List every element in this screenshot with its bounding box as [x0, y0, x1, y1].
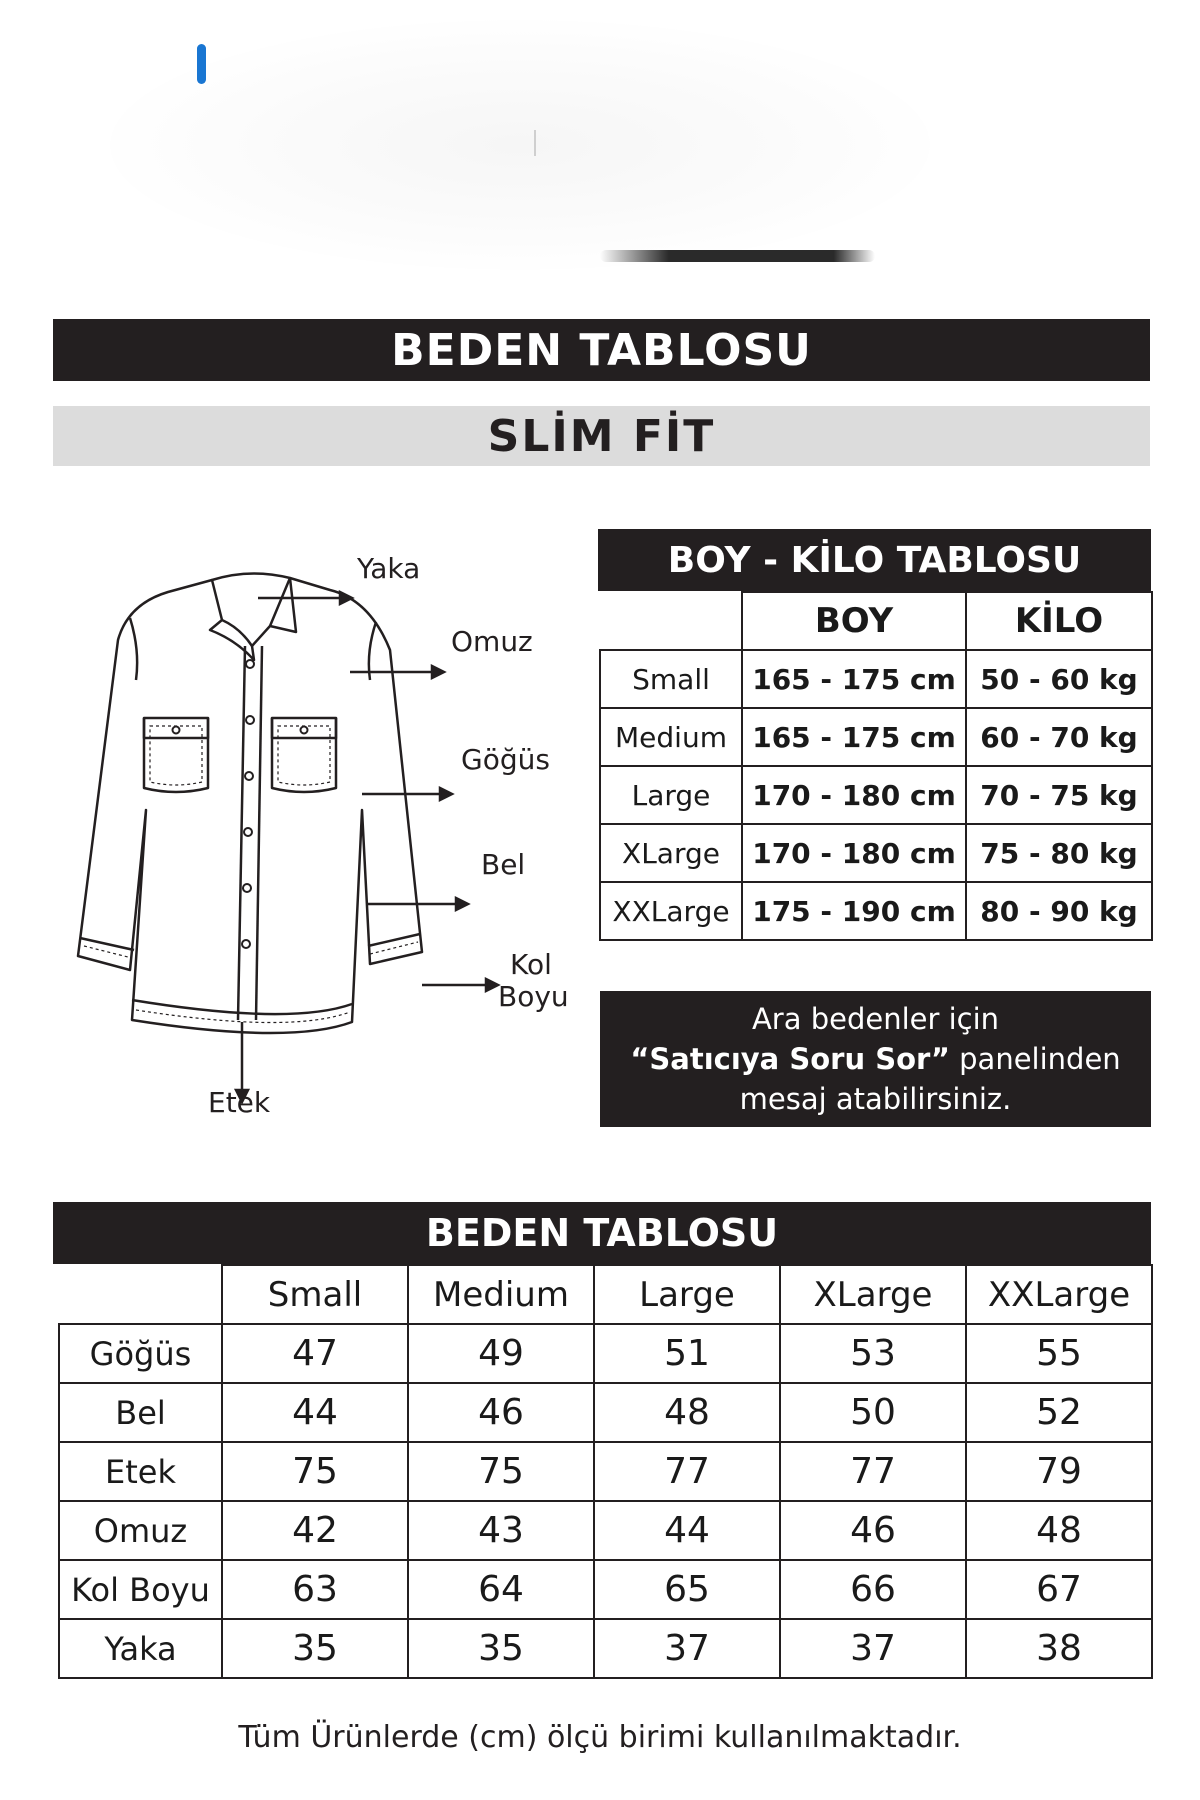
note-line-3: mesaj atabilirsiniz.: [739, 1082, 1012, 1116]
boy-kilo-title: BOY - KİLO TABLOSU: [598, 529, 1151, 591]
row-label: Yaka: [59, 1619, 222, 1678]
value-cell: 66: [780, 1560, 966, 1619]
beden-tablosu-table: [58, 1264, 1153, 1679]
table-row: [59, 1324, 1152, 1383]
col-kilo: KİLO: [966, 592, 1152, 650]
table-row: [59, 1619, 1152, 1678]
kilo-cell: 70 - 75 kg: [966, 766, 1152, 824]
note-line-1: Ara bedenler için: [751, 1002, 1000, 1036]
boy-kilo-table: [599, 591, 1153, 941]
value-cell: 55: [966, 1324, 1152, 1383]
value-cell: 44: [594, 1501, 780, 1560]
table-row: [59, 1560, 1152, 1619]
kilo-cell: 75 - 80 kg: [966, 824, 1152, 882]
note-bold-text: “Satıcıya Soru Sor”: [630, 1042, 950, 1076]
label-yaka: Yaka: [357, 552, 421, 585]
value-cell: 48: [594, 1383, 780, 1442]
boy-cell: 165 - 175 cm: [742, 708, 966, 766]
value-cell: 37: [780, 1619, 966, 1678]
table-row: [59, 1383, 1152, 1442]
value-cell: 67: [966, 1560, 1152, 1619]
value-cell: 77: [780, 1442, 966, 1501]
value-cell: 46: [408, 1383, 594, 1442]
value-cell: 75: [408, 1442, 594, 1501]
value-cell: 63: [222, 1560, 408, 1619]
table-header-row: [59, 1265, 1152, 1324]
value-cell: 46: [780, 1501, 966, 1560]
boy-cell: 165 - 175 cm: [742, 650, 966, 708]
boy-cell: 170 - 180 cm: [742, 824, 966, 882]
kilo-cell: 80 - 90 kg: [966, 882, 1152, 940]
label-gogus: Göğüs: [461, 743, 550, 776]
row-label: Göğüs: [59, 1324, 222, 1383]
footer-note: Tüm Ürünlerde (cm) ölçü birimi kullanılmaktadır.: [238, 1720, 962, 1755]
value-cell: 49: [408, 1324, 594, 1383]
col-size: Large: [594, 1265, 780, 1324]
table-row: [600, 766, 1152, 824]
value-cell: 48: [966, 1501, 1152, 1560]
label-boyu: Boyu: [498, 980, 569, 1013]
value-cell: 53: [780, 1324, 966, 1383]
table-row: [600, 824, 1152, 882]
row-label: Kol Boyu: [59, 1560, 222, 1619]
slim-fit-banner: SLİM FİT: [53, 406, 1150, 466]
faded-product-area: [110, 20, 930, 270]
beden-tablosu-banner: BEDEN TABLOSU: [53, 319, 1150, 381]
value-cell: 37: [594, 1619, 780, 1678]
col-size: Medium: [408, 1265, 594, 1324]
value-cell: 50: [780, 1383, 966, 1442]
row-label: Omuz: [59, 1501, 222, 1560]
table-header-row: [600, 592, 1152, 650]
table-row: [59, 1442, 1152, 1501]
empty-corner-cell: [59, 1265, 222, 1324]
value-cell: 75: [222, 1442, 408, 1501]
intermediate-size-note: [600, 991, 1151, 1127]
size-cell: XLarge: [600, 824, 742, 882]
value-cell: 51: [594, 1324, 780, 1383]
value-cell: 43: [408, 1501, 594, 1560]
value-cell: 38: [966, 1619, 1152, 1678]
value-cell: 35: [222, 1619, 408, 1678]
value-cell: 44: [222, 1383, 408, 1442]
label-etek: Etek: [208, 1086, 271, 1119]
table-row: [600, 708, 1152, 766]
col-size: XLarge: [780, 1265, 966, 1324]
value-cell: 35: [408, 1619, 594, 1678]
label-kol: Kol: [510, 948, 552, 981]
note-line-2: [630, 1039, 1120, 1079]
col-size: XXLarge: [966, 1265, 1152, 1324]
row-label: Etek: [59, 1442, 222, 1501]
size-cell: Medium: [600, 708, 742, 766]
table-row: [600, 882, 1152, 940]
dark-smudge: [600, 250, 875, 262]
value-cell: 77: [594, 1442, 780, 1501]
faint-tick: [534, 130, 536, 156]
row-label: Bel: [59, 1383, 222, 1442]
value-cell: 64: [408, 1560, 594, 1619]
table-row: [59, 1501, 1152, 1560]
value-cell: 79: [966, 1442, 1152, 1501]
shirt-illustration: [40, 560, 640, 1120]
empty-corner-cell: [600, 592, 742, 650]
size-cell: Small: [600, 650, 742, 708]
value-cell: 52: [966, 1383, 1152, 1442]
boy-cell: 170 - 180 cm: [742, 766, 966, 824]
boy-cell: 175 - 190 cm: [742, 882, 966, 940]
note-line-2-rest: panelinden: [949, 1042, 1121, 1076]
col-size: Small: [222, 1265, 408, 1324]
label-omuz: Omuz: [451, 625, 533, 658]
blue-marker: [197, 44, 206, 84]
size-cell: Large: [600, 766, 742, 824]
size-cell: XXLarge: [600, 882, 742, 940]
value-cell: 47: [222, 1324, 408, 1383]
kilo-cell: 60 - 70 kg: [966, 708, 1152, 766]
value-cell: 65: [594, 1560, 780, 1619]
value-cell: 42: [222, 1501, 408, 1560]
table-row: [600, 650, 1152, 708]
beden-tablosu-title: BEDEN TABLOSU: [53, 1202, 1151, 1264]
label-bel: Bel: [481, 848, 526, 881]
col-boy: BOY: [742, 592, 966, 650]
kilo-cell: 50 - 60 kg: [966, 650, 1152, 708]
